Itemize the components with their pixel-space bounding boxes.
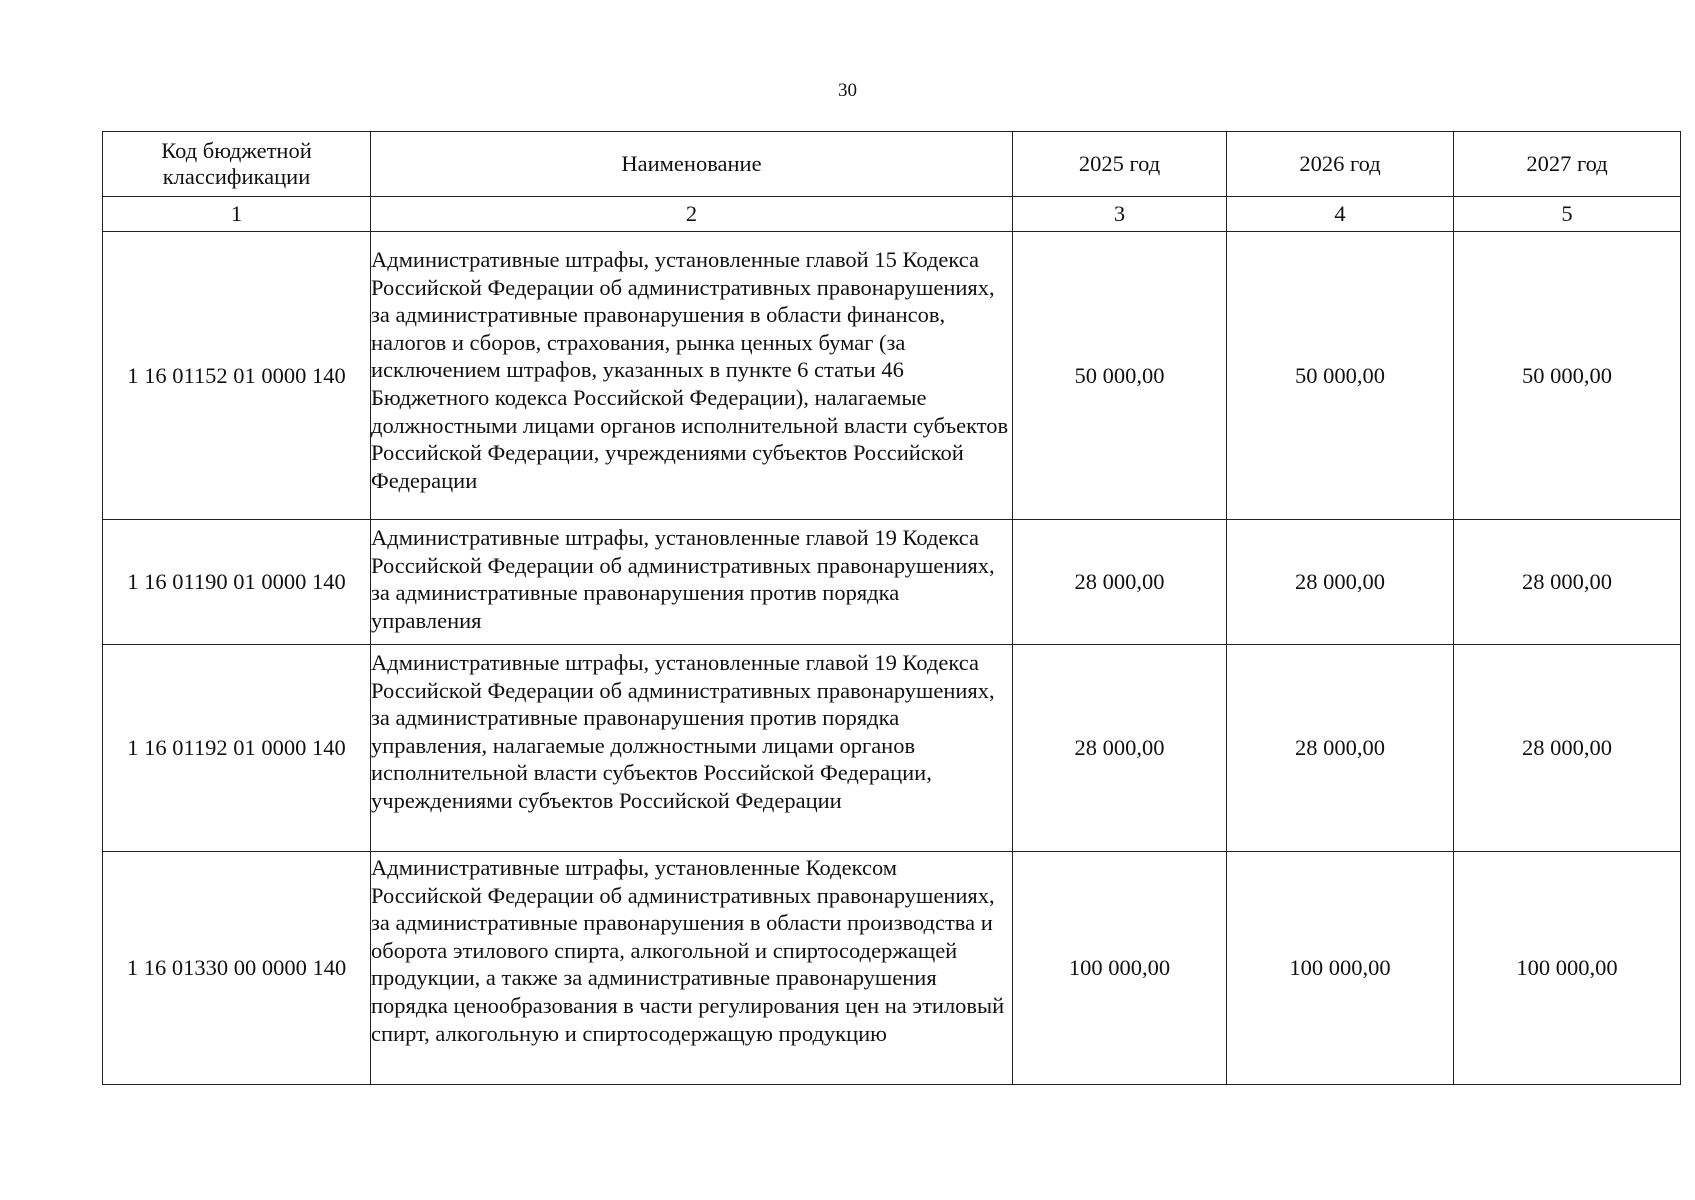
row-amount-2026: 50 000,00 — [1227, 232, 1454, 520]
column-number: 2 — [371, 197, 1013, 232]
row-amount-2025: 28 000,00 — [1013, 645, 1227, 852]
row-name: Административные штрафы, установленные Кодексом Российской Федерации об административных правонарушениях, за административные правонарушения в области производства и оборота этилового спирта, алкогольной и спиртосодержащей продукции, а также за административные правонарушения порядка ценообразования в части регулирования цен на этиловый спирт, алкогольную и спиртосодержащую продукцию — [371, 852, 1013, 1085]
column-number: 5 — [1454, 197, 1681, 232]
row-amount-2026: 28 000,00 — [1227, 520, 1454, 645]
row-code: 1 16 01330 00 0000 140 — [103, 852, 371, 1085]
row-amount-2027: 28 000,00 — [1454, 645, 1681, 852]
row-name: Административные штрафы, установленные главой 15 Кодекса Российской Федерации об административных правонарушениях, за административные правонарушения в области финансов, налогов и сборов, страхования, рынка ценных бумаг (за исключением штрафов, указанных в пункте 6 статьи 46 Бюджетного кодекса Российской Федерации), налагаемые должностными лицами органов исполнительной власти субъектов Российской Федерации, учреждениями субъектов Российской Федерации — [371, 232, 1013, 520]
row-amount-2025: 100 000,00 — [1013, 852, 1227, 1085]
budget-revenue-table — [102, 131, 1681, 1085]
page-number: 30 — [838, 80, 857, 101]
row-code: 1 16 01152 01 0000 140 — [103, 232, 371, 520]
header-2027: 2027 год — [1454, 132, 1681, 197]
table-header-row — [103, 132, 1681, 197]
row-amount-2026: 28 000,00 — [1227, 645, 1454, 852]
row-code: 1 16 01190 01 0000 140 — [103, 520, 371, 645]
header-2026: 2026 год — [1227, 132, 1454, 197]
column-number-row — [103, 197, 1681, 232]
row-amount-2027: 50 000,00 — [1454, 232, 1681, 520]
row-name: Административные штрафы, установленные главой 19 Кодекса Российской Федерации об административных правонарушениях, за административные правонарушения против порядка управления — [371, 520, 1013, 645]
row-amount-2025: 50 000,00 — [1013, 232, 1227, 520]
header-name: Наименование — [371, 132, 1013, 197]
header-code-label: Код бюджетной классификации — [161, 138, 312, 189]
row-amount-2027: 28 000,00 — [1454, 520, 1681, 645]
table-row — [103, 520, 1681, 645]
column-number: 1 — [103, 197, 371, 232]
table-row — [103, 232, 1681, 520]
row-amount-2027: 100 000,00 — [1454, 852, 1681, 1085]
table-row — [103, 852, 1681, 1085]
row-amount-2026: 100 000,00 — [1227, 852, 1454, 1085]
column-number: 4 — [1227, 197, 1454, 232]
row-name: Административные штрафы, установленные главой 19 Кодекса Российской Федерации об административных правонарушениях, за административные правонарушения против порядка управления, налагаемые должностными лицами органов исполнительной власти субъектов Российской Федерации, учреждениями субъектов Российской Федерации — [371, 645, 1013, 852]
row-code: 1 16 01192 01 0000 140 — [103, 645, 371, 852]
header-2025: 2025 год — [1013, 132, 1227, 197]
row-amount-2025: 28 000,00 — [1013, 520, 1227, 645]
header-code — [103, 132, 371, 197]
table-row — [103, 645, 1681, 852]
column-number: 3 — [1013, 197, 1227, 232]
